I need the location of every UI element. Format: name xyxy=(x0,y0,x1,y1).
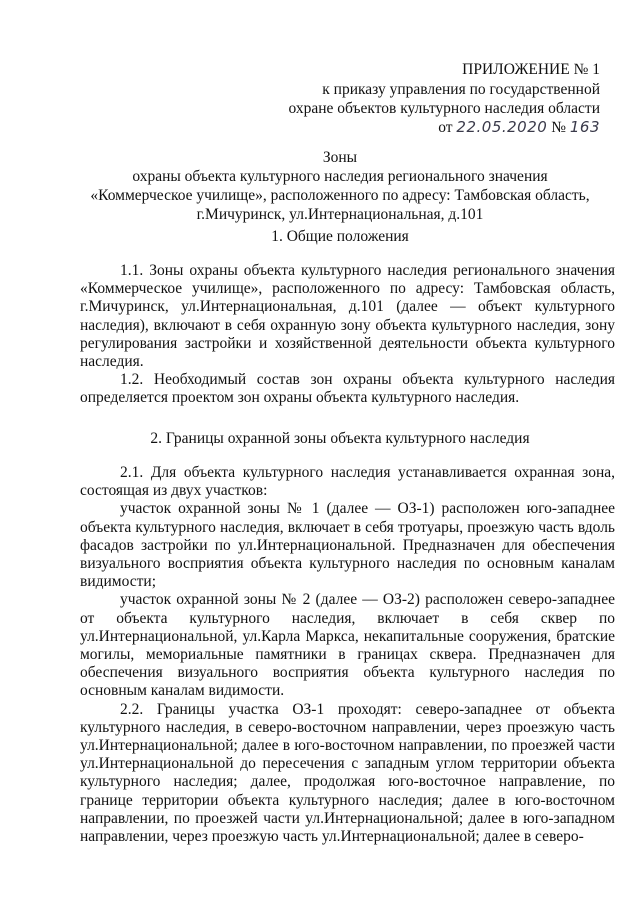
section-2-body xyxy=(80,464,615,846)
title-line-2: охраны объекта культурного наследия регионального значения xyxy=(132,168,548,185)
document-title xyxy=(60,148,620,224)
section-1-body xyxy=(80,262,615,408)
section-2-heading: 2. Границы охранной зоны объекта культурного наследия xyxy=(150,430,530,447)
date-prefix: от xyxy=(438,119,453,136)
appendix-title: ПРИЛОЖЕНИЕ № 1 xyxy=(462,61,600,78)
appendix-date-line xyxy=(270,118,600,137)
title-line-4: г.Мичуринск, ул.Интернациональная, д.101 xyxy=(196,206,484,223)
appendix-header xyxy=(270,60,600,137)
paragraph-2-1: 2.1. Для объекта культурного наследия устанавливается охранная зона, состоящая из двух участков: xyxy=(80,464,615,500)
appendix-line-2: охране объектов культурного наследия области xyxy=(288,100,600,117)
paragraph-2-1-oz2: участок охранной зоны № 2 (далее — ОЗ-2) расположен северо-западнее от объекта культурного наследия, включает в себя сквер по ул.Интернациональной, ул.Карла Маркса, некапитальные сооружения, братские могилы, мемориальные памятники в границах сквера. Предназначен для обеспечения визуального восприятия объекта культурного наследия по основным каналам видимости. xyxy=(80,591,615,700)
section-1-heading: 1. Общие положения xyxy=(271,228,409,245)
paragraph-2-2: 2.2. Границы участка ОЗ-1 проходят: северо-западнее от объекта культурного наследия, в северо-восточном направлении, через проезжую часть ул.Интернациональной; далее в юго-восточном направлении, по проезжей части ул.Интернациональной до пересечения с западным углом территории объекта культурного наследия; далее, продолжая юго-восточное направление, по границе территории объекта культурного наследия; далее в юго-восточном направлении, по проезжей части ул.Интернациональной; далее в юго-западном направлении, через проезжую часть ул.Интернациональной; далее в северо- xyxy=(80,700,615,846)
handwritten-date: 22.05.2020 xyxy=(456,118,548,136)
paragraph-1-2: 1.2. Необходимый состав зон охраны объекта культурного наследия определяется проектом зон охраны объекта культурного наследия. xyxy=(80,371,615,407)
handwritten-number: 163 xyxy=(569,118,600,136)
title-line-1: Зоны xyxy=(322,149,358,166)
paragraph-1-1: 1.1. Зоны охраны объекта культурного наследия регионального значения «Коммерческое училище», расположенного по адресу: Тамбовская область, г.Мичуринск, ул.Интернациональная, д.101 (далее — объект культурного наследия), включают в себя охранную зону объекта культурного наследия, зону регулирования застройки и хозяйственной деятельности объекта культурного наследия. xyxy=(80,262,615,371)
paragraph-2-1-oz1: участок охранной зоны № 1 (далее — ОЗ-1) расположен юго-западнее объекта культурного наследия, включает в себя тротуары, проезжую часть вдоль фасадов застройки по ул.Интернациональной. Предназначен для обеспечения визуального восприятия объекта культурного наследия по основным каналам видимости; xyxy=(80,500,615,591)
appendix-line-1: к приказу управления по государственной xyxy=(322,81,600,98)
number-sign: № xyxy=(551,119,566,136)
title-line-3: «Коммерческое училище», расположенного по адресу: Тамбовская область, xyxy=(90,187,590,204)
